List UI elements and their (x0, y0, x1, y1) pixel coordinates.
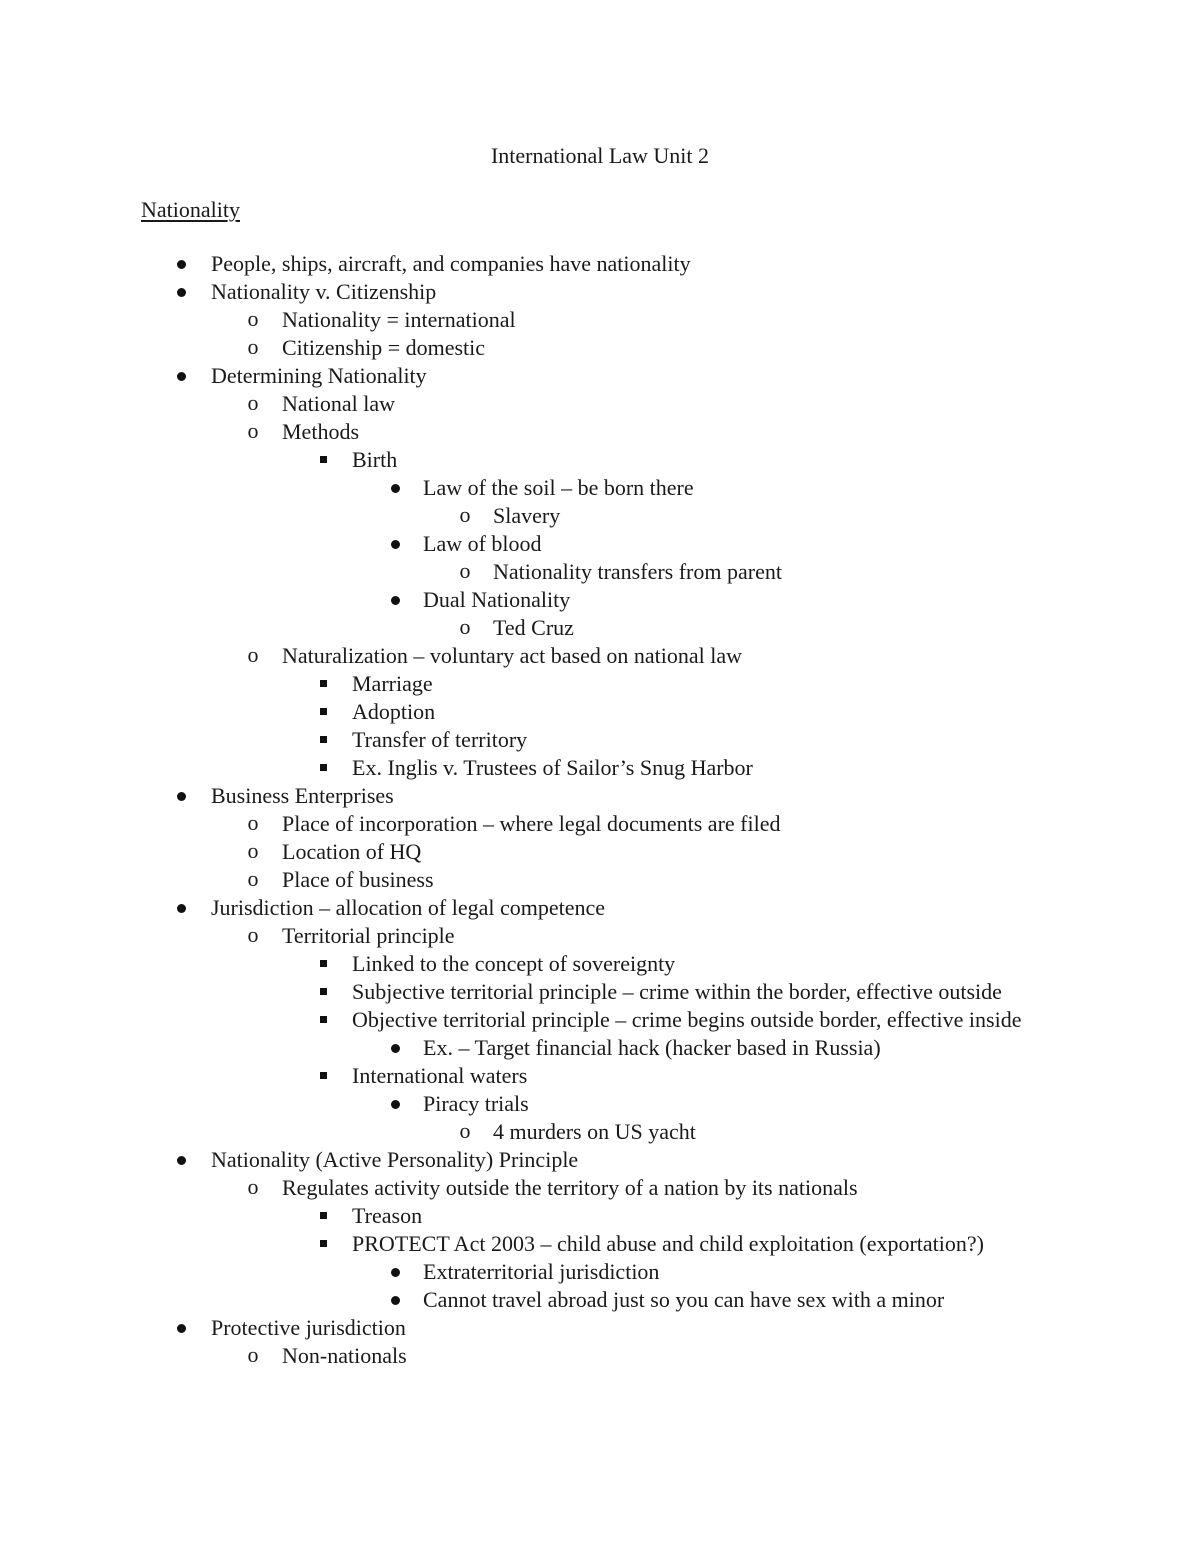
outline-item-text: Dual Nationality (423, 587, 571, 612)
outline-item-level-4 (0, 1090, 1200, 1118)
outline-item-level-3 (0, 1006, 1200, 1034)
outline-item-text: Marriage (352, 671, 433, 696)
outline-item-text: Ex. Inglis v. Trustees of Sailor’s Snug Harbor (352, 755, 753, 780)
outline-item-level-2 (0, 390, 1200, 418)
circle-bullet-icon: o (247, 838, 259, 863)
outline-item-text: Place of incorporation – where legal documents are filed (282, 811, 781, 836)
document-title: International Law Unit 2 (490, 143, 710, 168)
circle-bullet-icon: o (459, 1118, 471, 1143)
outline-item-text: Nationality transfers from parent (493, 559, 782, 584)
outline-item-text: People, ships, aircraft, and companies have nationality (211, 251, 691, 276)
outline-item-text: Piracy trials (423, 1091, 529, 1116)
outline-item-level-3 (0, 670, 1200, 698)
outline-item-text: 4 murders on US yacht (493, 1119, 696, 1144)
circle-bullet-icon: o (247, 810, 259, 835)
outline-item-level-1 (0, 894, 1200, 922)
outline-item-level-5 (0, 558, 1200, 586)
circle-bullet-icon: o (247, 334, 259, 359)
outline-item-text: Nationality (Active Personality) Principle (211, 1147, 579, 1172)
outline-item-text: Extraterritorial jurisdiction (423, 1259, 660, 1284)
outline-item-level-2 (0, 922, 1200, 950)
outline-item-text: Nationality = international (282, 307, 516, 332)
outline-item-level-1 (0, 1146, 1200, 1174)
circle-bullet-icon: o (247, 642, 259, 667)
outline-item-text: Protective jurisdiction (211, 1315, 406, 1340)
outline-item-level-1 (0, 1314, 1200, 1342)
outline-item-level-2 (0, 810, 1200, 838)
outline-item-level-3 (0, 754, 1200, 782)
outline-item-level-1 (0, 278, 1200, 306)
outline-item-text: Birth (352, 447, 398, 472)
outline-item-text: Linked to the concept of sovereignty (352, 951, 676, 976)
outline-item-level-3 (0, 698, 1200, 726)
circle-bullet-icon: o (247, 922, 259, 947)
outline-item-level-5 (0, 1118, 1200, 1146)
outline-item-text: Non-nationals (282, 1343, 407, 1368)
outline-item-level-2 (0, 866, 1200, 894)
outline-item-text: Cannot travel abroad just so you can have sex with a minor (423, 1287, 945, 1312)
outline-item-level-1 (0, 782, 1200, 810)
outline-item-level-2 (0, 418, 1200, 446)
outline-item-text: Determining Nationality (211, 363, 427, 388)
outline-item-text: Location of HQ (282, 839, 422, 864)
outline-item-text: Naturalization – voluntary act based on national law (282, 643, 743, 668)
outline-item-text: Regulates activity outside the territory of a nation by its nationals (282, 1175, 858, 1200)
outline-item-level-2 (0, 642, 1200, 670)
outline-item-text: Business Enterprises (211, 783, 394, 808)
outline-item-text: Territorial principle (282, 923, 455, 948)
outline-item-text: Transfer of territory (352, 727, 528, 752)
outline-item-level-2 (0, 334, 1200, 362)
outline-item-text: Subjective territorial principle – crime within the border, effective outside (352, 979, 1002, 1004)
outline-item-text: Law of the soil – be born there (423, 475, 694, 500)
outline-item-text: Objective territorial principle – crime begins outside border, effective inside (352, 1007, 1022, 1032)
circle-bullet-icon: o (459, 558, 471, 583)
circle-bullet-icon: o (459, 502, 471, 527)
circle-bullet-icon: o (247, 390, 259, 415)
outline-item-level-2 (0, 306, 1200, 334)
outline-item-level-2 (0, 1174, 1200, 1202)
circle-bullet-icon: o (247, 418, 259, 443)
outline-item-level-1 (0, 250, 1200, 278)
outline-item-level-3 (0, 726, 1200, 754)
outline-item-level-2 (0, 838, 1200, 866)
outline-item-text: Law of blood (423, 531, 542, 556)
outline-item-text: Jurisdiction – allocation of legal competence (211, 895, 606, 920)
outline-item-level-1 (0, 362, 1200, 390)
outline-item-level-4 (0, 1034, 1200, 1062)
outline-item-text: Adoption (352, 699, 436, 724)
outline-item-text: Ex. – Target financial hack (hacker based in Russia) (423, 1035, 881, 1060)
outline-item-level-5 (0, 502, 1200, 530)
circle-bullet-icon: o (247, 1342, 259, 1367)
outline-item-level-4 (0, 530, 1200, 558)
circle-bullet-icon: o (459, 614, 471, 639)
circle-bullet-icon: o (247, 866, 259, 891)
outline-item-level-3 (0, 1062, 1200, 1090)
circle-bullet-icon: o (247, 1174, 259, 1199)
outline-item-text: Methods (282, 419, 359, 444)
outline-item-level-4 (0, 586, 1200, 614)
outline-item-text: Slavery (493, 503, 561, 528)
outline-item-level-3 (0, 1202, 1200, 1230)
outline-item-text: Nationality v. Citizenship (211, 279, 437, 304)
outline-item-text: PROTECT Act 2003 – child abuse and child exploitation (exportation?) (352, 1231, 984, 1256)
outline-item-level-3 (0, 978, 1200, 1006)
outline-item-level-5 (0, 614, 1200, 642)
outline-item-level-3 (0, 950, 1200, 978)
outline-item-level-3 (0, 446, 1200, 474)
outline-item-level-4 (0, 1258, 1200, 1286)
outline-item-text: National law (282, 391, 396, 416)
outline-item-level-2 (0, 1342, 1200, 1370)
outline-item-text: International waters (352, 1063, 528, 1088)
outline-item-text: Treason (352, 1203, 423, 1228)
outline-item-level-3 (0, 1230, 1200, 1258)
outline-item-level-4 (0, 474, 1200, 502)
outline-item-text: Citizenship = domestic (282, 335, 486, 360)
outline-item-text: Ted Cruz (493, 615, 574, 640)
outline-item-text: Place of business (282, 867, 434, 892)
section-heading-nationality: Nationality (141, 197, 240, 222)
outline-item-level-4 (0, 1286, 1200, 1314)
circle-bullet-icon: o (247, 306, 259, 331)
outline-list (0, 250, 1200, 1370)
